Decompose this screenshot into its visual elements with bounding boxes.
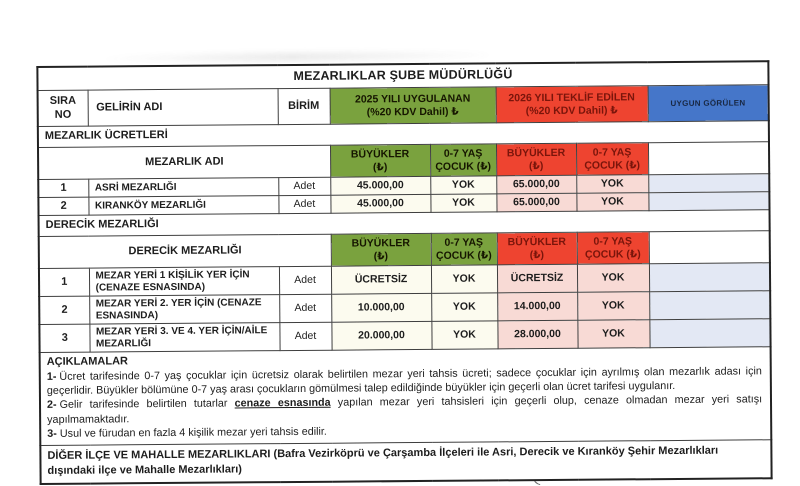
col-header-2026-line1: 2026 YILI TEKLİF EDİLEN: [508, 91, 635, 105]
row-price-2025: 10.000,00: [331, 293, 431, 322]
subcol-2026-cocuk: [576, 143, 648, 176]
row-price-2025: 45.000,00: [330, 194, 430, 213]
row-unit: Adet: [279, 266, 331, 294]
row-price-2026: 65.000,00: [496, 193, 576, 212]
subheader-mezarlik-adi: MEZARLIK ADI: [38, 145, 330, 179]
note-3-text: Usul ve fürudan en fazla 4 kişilik mezar yeri tahsis edilir.: [59, 425, 327, 440]
note-2-text-post: yapılan mezar yeri tahsisleri için geçerli olup, cenaze olmadan mezar yeri satışı yapılmamaktadır.: [47, 393, 763, 426]
row-no: 2: [38, 197, 88, 215]
row-unit: Adet: [279, 322, 331, 350]
row-approved: [649, 319, 770, 348]
col-header-2025: [330, 87, 496, 124]
document-sheet: [36, 60, 772, 484]
notes-heading: AÇIKLAMALAR: [46, 355, 128, 368]
subcol-label: ÇOCUK (₺): [435, 248, 492, 262]
col-header-sira-no: SIRA NO: [38, 90, 88, 126]
row-child-2026: YOK: [577, 264, 649, 293]
row-price-2026: 14.000,00: [497, 292, 577, 321]
subcol-label: (₺): [373, 249, 389, 262]
row-price-2026: 28.000,00: [497, 320, 577, 349]
document-title: MEZARLIKLAR ŞUBE MÜDÜRLÜĞÜ: [37, 61, 768, 90]
note-3-number: 3-: [47, 427, 57, 440]
subcol-2026-buyukler: [496, 143, 576, 176]
row-child-2026: YOK: [576, 193, 648, 212]
row-approved: [649, 291, 770, 320]
subcol-label: (₺): [528, 159, 544, 172]
subcol-label: ÇOCUK (₺): [435, 159, 492, 173]
subcol-label: 0-7 YAŞ: [592, 146, 632, 159]
row-child-2026: YOK: [577, 292, 649, 321]
row-no: 1: [38, 179, 88, 197]
row-price-2025: 45.000,00: [330, 176, 430, 195]
col-header-birim: BİRİM: [278, 88, 330, 124]
row-approved: [648, 174, 769, 193]
note-1-number: 1-: [46, 371, 57, 384]
subcol-2025-buyukler: [331, 233, 431, 266]
row-name: KIRANKÖY MEZARLIĞI: [88, 196, 278, 215]
tariff-table: [36, 60, 772, 484]
subcol-2026-buyukler: [497, 232, 577, 265]
subcol-2026-cocuk: [577, 232, 649, 265]
row-no: 1: [39, 268, 89, 296]
col-header-2025-line1: 2025 YILI UYGULANAN: [354, 92, 471, 106]
col-header-gelirin-adi: GELİRİN ADI: [88, 89, 278, 126]
subcol-label: BÜYÜKLER: [351, 236, 410, 250]
col-header-2025-line2: (%20 KDV Dahil) ₺: [366, 105, 459, 118]
note-1-text: Ücret tarifesinde 0-7 yaş çocuklar için ücretsiz olarak belirtilen mezar yeri tahsis ücreti; sadece çocuklar için ayrılmış olan mezarlık adası için geçerlidir. Büyükler bölümüne 0-7 yaş arası çocukların gömülmesi talep edildiğinde büyükler için geçerli olan ücret tarifesi uygulanır.: [46, 365, 762, 398]
row-child-2026: YOK: [577, 320, 649, 349]
footer-band-diger-ilce: DİĞER İLÇE VE MAHALLE MEZARLIKLARI (Bafra Vezirköprü ve Çarşamba İlçeleri ile Asri, Derecik ve Kıranköy Şehir Mezarlıkları dışındaki ilçe ve Mahalle Mezarlıkları): [40, 439, 771, 483]
row-name: MEZAR YERİ 3. VE 4. YER İÇİN/AİLE MEZARLIĞI: [89, 323, 279, 352]
subcol-label: 0-7 YAŞ: [443, 147, 483, 160]
subcol-label: 0-7 YAŞ: [593, 235, 633, 248]
subcol-label: 0-7 YAŞ: [444, 236, 484, 249]
subheader-empty-approved: [649, 231, 770, 264]
row-unit: Adet: [278, 177, 330, 195]
section-band-derecik-mezarligi: DERECİK MEZARLIĞI: [39, 210, 770, 237]
row-child-2025: YOK: [430, 176, 496, 195]
subcol-label: BÜYÜKLER: [350, 147, 410, 161]
row-unit: Adet: [278, 195, 330, 213]
row-child-2025: YOK: [431, 293, 497, 322]
row-approved: [649, 263, 770, 292]
col-header-2026-line2: (%20 KDV Dahil) ₺: [525, 103, 618, 117]
row-price-2026: ÜCRETSİZ: [497, 264, 577, 293]
row-child-2025: YOK: [431, 321, 497, 350]
row-child-2025: YOK: [431, 265, 497, 294]
row-child-2026: YOK: [576, 175, 648, 194]
col-header-2026: [496, 86, 648, 123]
notes-section: [40, 347, 772, 445]
row-price-2025: ÜCRETSİZ: [331, 265, 431, 294]
subcol-label: (₺): [372, 160, 388, 173]
subheader-derecik-mezarligi: DERECİK MEZARLIĞI: [39, 234, 331, 268]
note-2-underlined-phrase: cenaze esnasında: [234, 397, 331, 410]
row-price-2026: 65.000,00: [496, 175, 576, 194]
row-name: ASRİ MEZARLIĞI: [88, 178, 278, 197]
subcol-2025-cocuk: [430, 144, 496, 177]
col-header-uygun-gorulen: UYGUN GÖRÜLEN: [648, 85, 769, 122]
note-2-text-pre: Gelir tarifesinde belirtilen tutarlar: [59, 397, 235, 412]
scan-artifact-smudge: [92, 51, 492, 63]
subcol-label: ÇOCUK (₺): [584, 247, 641, 261]
section-band-mezarlik-ucretleri: MEZARLIK ÜCRETLERİ: [38, 121, 769, 148]
subcol-label: (₺): [529, 248, 545, 261]
row-approved: [648, 192, 769, 211]
row-child-2025: YOK: [430, 194, 496, 213]
subcol-2025-cocuk: [431, 233, 497, 266]
row-price-2025: 20.000,00: [331, 321, 431, 350]
row-no: 2: [39, 296, 89, 324]
note-2-number: 2-: [46, 399, 57, 412]
row-unit: Adet: [279, 294, 331, 322]
subcol-label: ÇOCUK (₺): [584, 158, 641, 172]
row-name: MEZAR YERİ 1 KİŞİLİK YER İÇİN (CENAZE ESNASINDA): [89, 267, 279, 296]
subcol-label: BÜYÜKLER: [507, 235, 566, 249]
row-no: 3: [39, 324, 89, 352]
subcol-2025-buyukler: [330, 144, 430, 177]
subcol-label: BÜYÜKLER: [506, 146, 566, 160]
row-name: MEZAR YERİ 2. YER İÇİN (CENAZE ESNASINDA): [89, 295, 279, 324]
subheader-empty-approved: [648, 142, 769, 175]
